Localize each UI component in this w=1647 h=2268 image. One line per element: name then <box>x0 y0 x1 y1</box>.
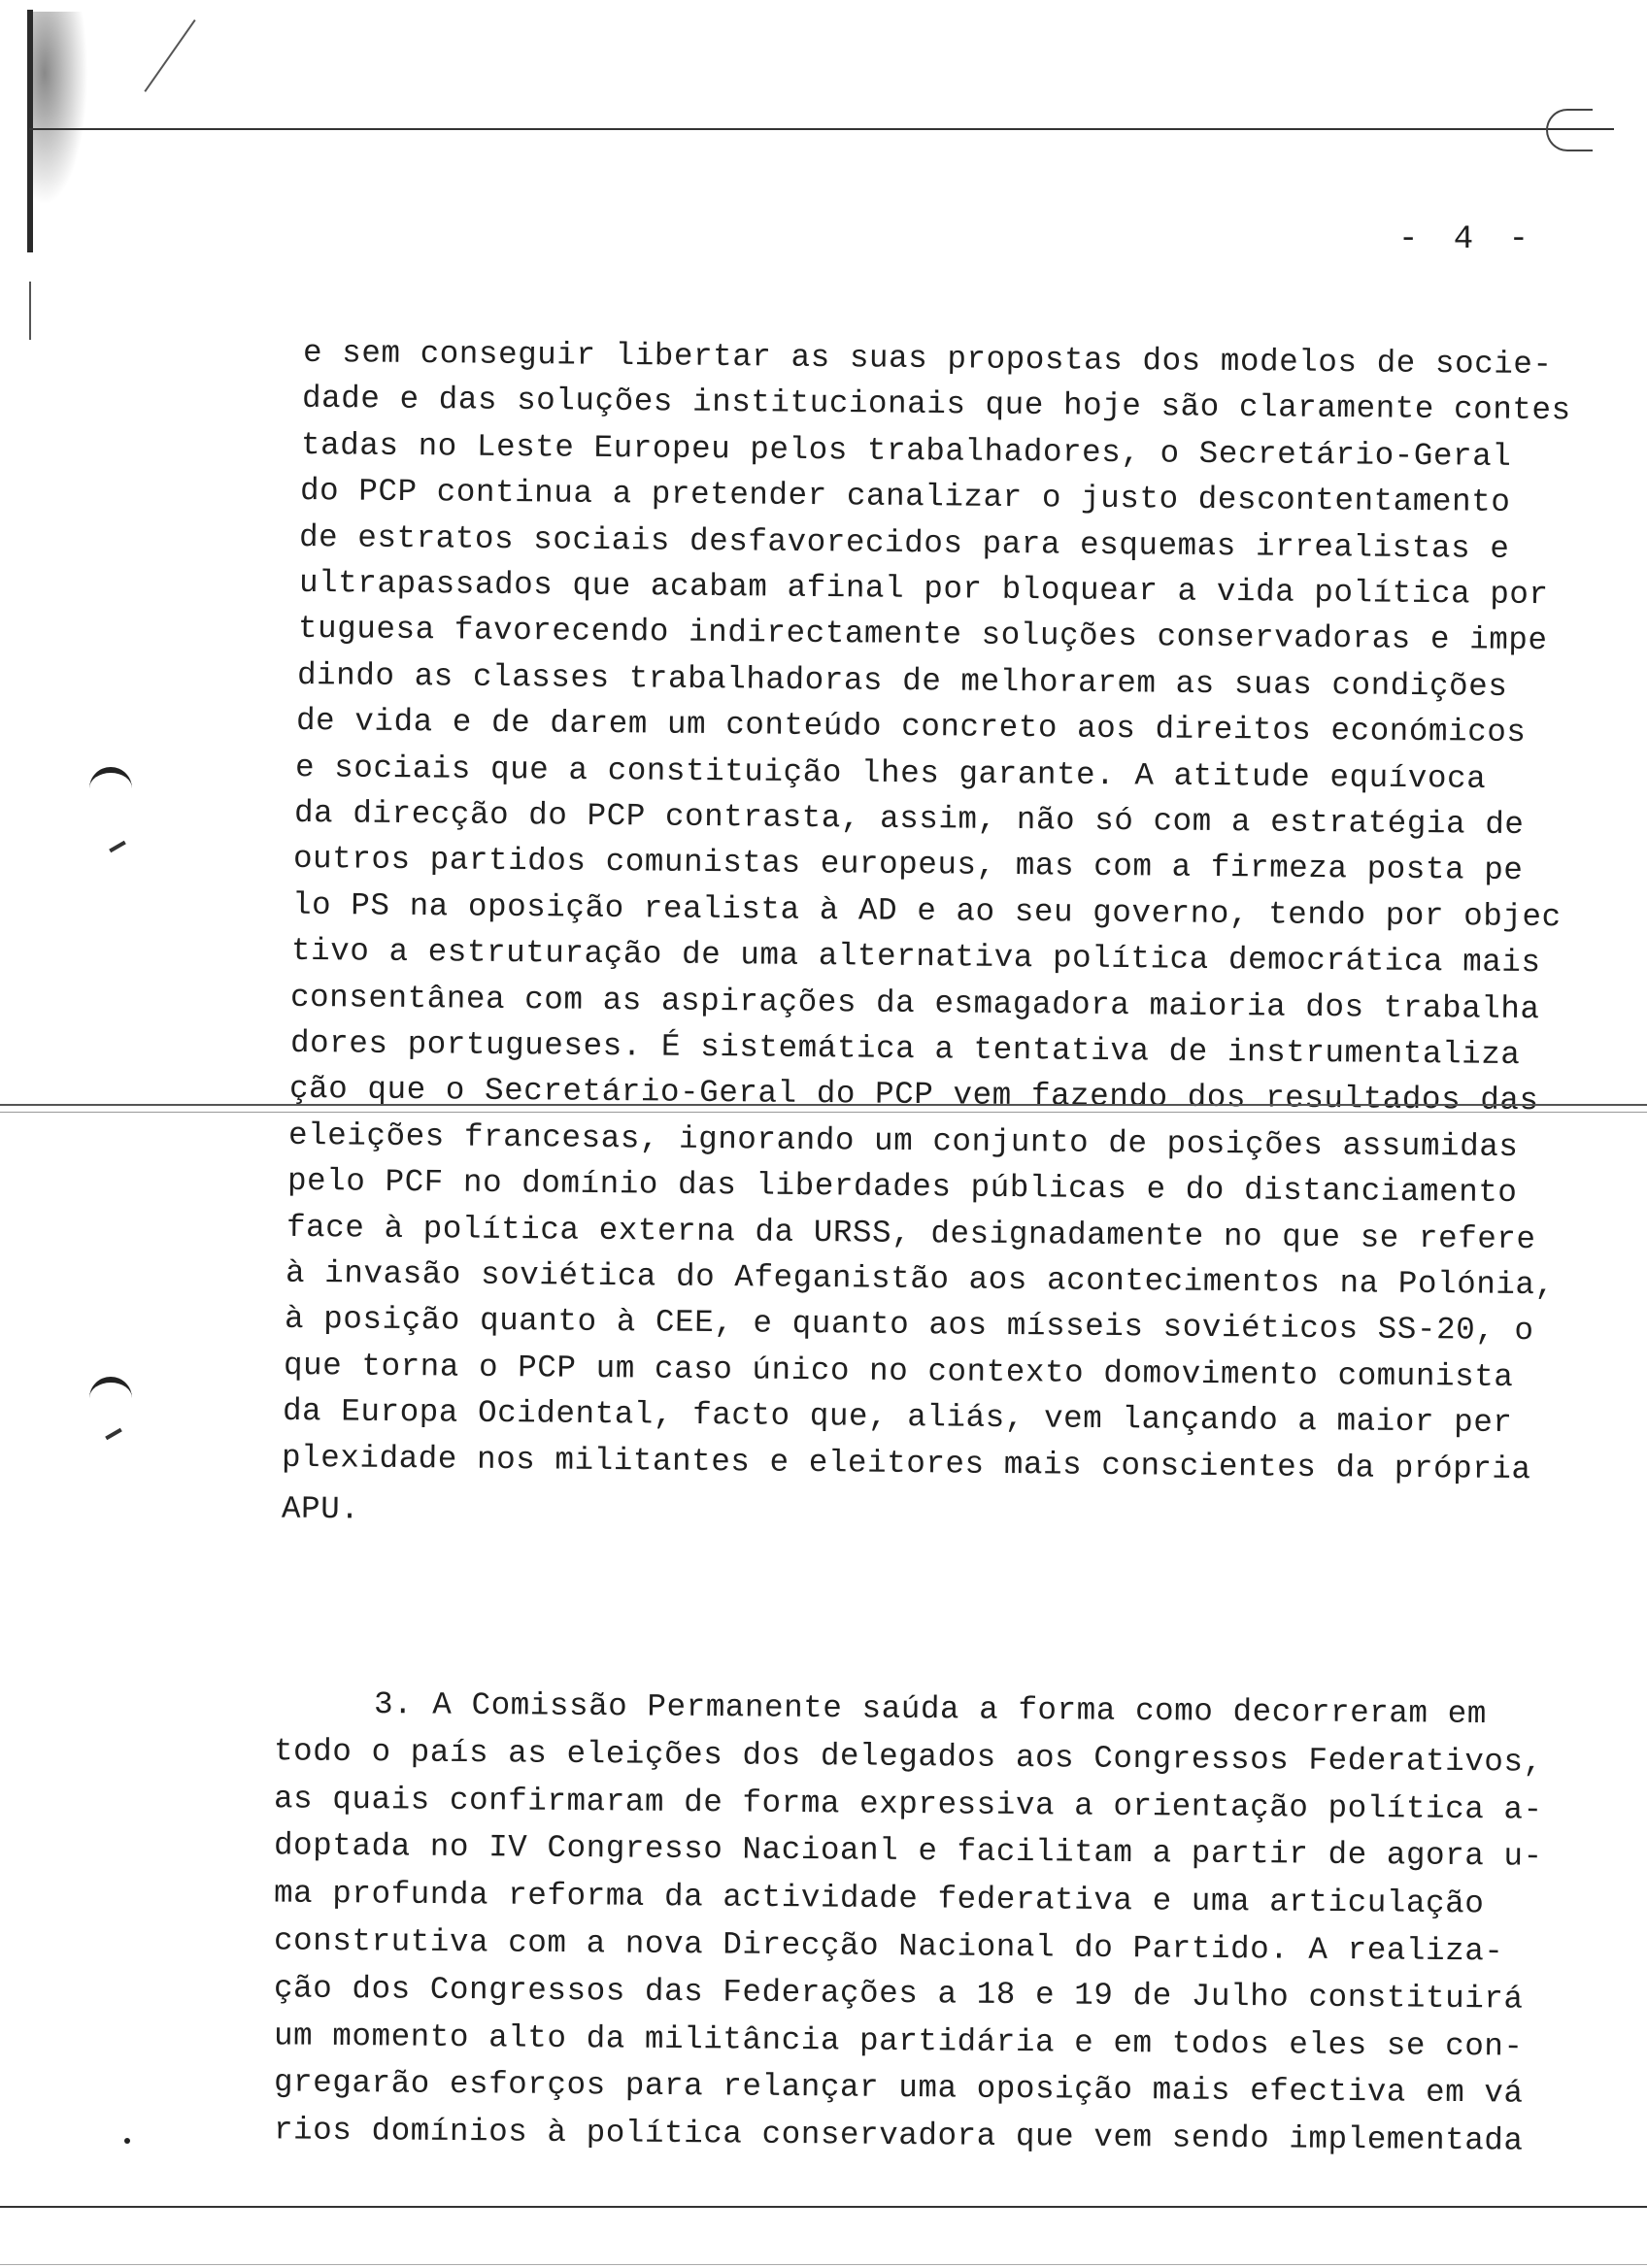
text-line: que torna o PCP um caso único no contexto domovimento comunista <box>284 1347 1514 1395</box>
text-line: da direcção do PCP contrasta, assim, não só com a estratégia de <box>293 794 1525 844</box>
punch-hole-mark <box>89 767 132 792</box>
text-line: APU. <box>281 1490 360 1528</box>
text-line: lo PS na oposição realista à AD e ao seu governo, tendo por objec <box>292 886 1563 936</box>
text-line: à invasão soviética do Afeganistão aos acontecimentos na Polónia, <box>285 1254 1555 1304</box>
margin-dot <box>124 2138 130 2144</box>
text-line: ção que o Secretário-Geral do PCP vem fazendo dos resultados das <box>288 1071 1539 1119</box>
text-line: dores portugueses. É sistemática a tentativa de instrumentaliza <box>289 1024 1521 1074</box>
top-rule <box>29 128 1614 130</box>
scan-slash-mark <box>144 19 195 92</box>
scan-smudge <box>33 12 91 216</box>
text-line: ção dos Congressos das Federações a 18 e 19 de Julho constituirá <box>273 1970 1524 2018</box>
text-line: construtiva com a nova Direcção Nacional do Partido. A realiza- <box>273 1922 1504 1970</box>
bottom-edge-line <box>0 2264 1647 2265</box>
text-line: 3. A Comissão Permanente saúda a forma como decorreram em <box>373 1686 1488 1732</box>
margin-stroke <box>109 841 126 852</box>
text-line: da Europa Ocidental, facto que, aliás, vem lançando a maior per <box>283 1393 1513 1442</box>
top-curl-mark <box>1546 109 1593 151</box>
text-line: todo o país as eleições dos delegados aos Congressos Federativos, <box>273 1733 1543 1781</box>
text-line: e sociais que a constituição lhes garante. A atitude equívoca <box>294 749 1487 797</box>
margin-stroke <box>105 1428 122 1440</box>
page-number: - 4 - <box>1398 221 1537 258</box>
text-line: e sem conseguir libertar as suas propostas dos modelos de socie- <box>302 334 1553 384</box>
text-line: eleições francesas, ignorando um conjunto de posições assumidas <box>287 1117 1519 1165</box>
text-line: um momento alto da militância partidária e em todos eles se con- <box>273 2017 1524 2065</box>
text-line: gregarão esforços para relançar uma oposição mais efectiva em vá <box>273 2064 1524 2113</box>
scan-edge-tick <box>29 282 31 340</box>
text-line: tuguesa favorecendo indirectamente soluções conservadoras e impe <box>297 611 1548 659</box>
punch-hole-mark <box>89 1377 132 1402</box>
text-line: tadas no Leste Europeu pelos trabalhadores, o Secretário-Geral <box>301 426 1512 475</box>
text-line: doptada no IV Congresso Nacioanl e facilitam a partir de agora u- <box>273 1827 1543 1876</box>
text-line: rios domínios à política conservadora que vem sendo implementada <box>273 2112 1524 2159</box>
text-line: dindo as classes trabalhadoras de melhorarem as suas condições <box>296 656 1508 705</box>
text-line: de vida e de darem um conteúdo concreto aos direitos económicos <box>295 703 1527 751</box>
text-line: face à política externa da URSS, designadamente no que se refere <box>286 1209 1536 1257</box>
text-line: consentânea com as aspirações da esmagadora maioria dos trabalha <box>290 979 1541 1027</box>
text-line: as quais confirmaram de forma expressiva a orientação política a- <box>273 1780 1543 1828</box>
bottom-rule <box>0 2206 1647 2208</box>
text-line: pelo PCF no domínio das liberdades públicas e do distanciamento <box>286 1163 1518 1212</box>
text-line: ultrapassados que acabam afinal por bloquear a vida política por <box>298 564 1549 614</box>
text-line: outros partidos comunistas europeus, mas com a firmeza posta pe <box>292 841 1524 889</box>
text-line: dade e das soluções institucionais que hoje são claramente contes <box>301 381 1571 429</box>
text-line: de estratos sociais desfavorecidos para esquemas irrealistas e <box>299 518 1510 567</box>
text-line: ma profunda reforma da actividade federativa e uma articulação <box>273 1875 1485 1922</box>
text-line: tivo a estruturação de uma alternativa política democrática mais <box>291 933 1542 982</box>
text-line: plexidade nos militantes e eleitores mais conscientes da própria <box>282 1439 1532 1487</box>
text-line: do PCP continua a pretender canalizar o justo descontentamento <box>300 473 1511 521</box>
text-line: à posição quanto à CEE, e quanto aos mísseis soviéticos SS-20, o <box>284 1301 1534 1350</box>
fold-line <box>0 1104 1647 1113</box>
